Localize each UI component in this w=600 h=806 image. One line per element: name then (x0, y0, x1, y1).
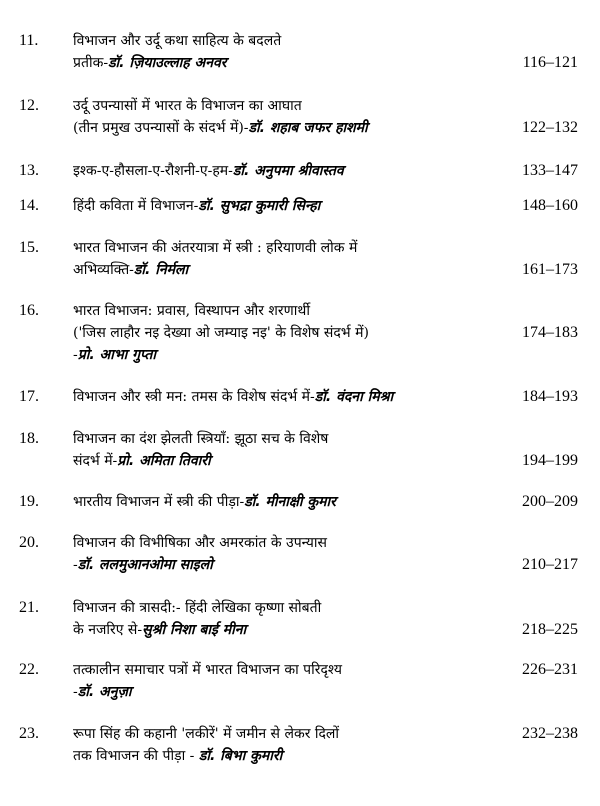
title-text: - (73, 347, 78, 363)
entry-title (73, 491, 513, 513)
author-name: डॉ. ज़ियाउल्लाह अनवर (108, 55, 227, 71)
title-line (73, 160, 513, 182)
entry-number: 18. (19, 430, 39, 447)
entry-title (73, 95, 513, 139)
author-name: प्रो. अमिता तिवारी (117, 453, 211, 469)
entry-title (73, 532, 513, 576)
title-line (73, 681, 513, 703)
author-name: डॉ. अनुज़ा (77, 684, 132, 700)
title-text: रूपा सिंह की कहानी 'लकीरें' में जमीन से लेकर दिलों (73, 726, 340, 742)
page-range: 116–121 (522, 54, 578, 71)
entry-title (73, 659, 513, 703)
title-text: तक विभाजन की पीड़ा - (73, 748, 199, 764)
page-range: 184–193 (522, 388, 578, 405)
entry-number: 20. (19, 534, 39, 551)
title-text: विभाजन और स्त्री मन: तमस के विशेष संदर्भ में- (73, 389, 315, 405)
title-line (73, 428, 513, 450)
title-line (73, 95, 513, 117)
page-range: 133–147 (522, 162, 578, 179)
title-line (73, 491, 513, 513)
entry-title (73, 195, 513, 217)
page-range: 122–132 (522, 119, 578, 136)
entry-number: 14. (19, 197, 39, 214)
entry-number: 12. (19, 97, 39, 114)
title-text: हिंदी कविता में विभाजन- (73, 198, 199, 214)
title-text: - (73, 557, 78, 573)
author-name: डॉ. अनुपमा श्रीवास्तव (232, 163, 344, 179)
title-text: ('जिस लाहौर नइ देख्या ओ जम्याइ नइ' के विशेष संदर्भ में) (73, 325, 369, 341)
entry-number: 15. (19, 239, 39, 256)
title-line (73, 117, 513, 139)
title-line (73, 659, 513, 681)
title-line (73, 259, 513, 281)
author-name: प्रो. आभा गुप्ता (77, 347, 156, 363)
entry-number: 11. (19, 32, 39, 49)
entry-title (73, 428, 513, 472)
title-text: - (73, 684, 78, 700)
author-name: डॉ. मीनाक्षी कुमार (244, 494, 336, 510)
entry-title (73, 237, 513, 281)
title-text: भारतीय विभाजन में स्त्री की पीड़ा- (73, 494, 245, 510)
entry-number: 22. (19, 661, 39, 678)
title-text: इश्क-ए-हौसला-ए-रौशनी-ए-हम- (73, 163, 233, 179)
page-range: 148–160 (522, 197, 578, 214)
entry-number: 23. (19, 725, 39, 742)
title-text: के नजरिए से- (73, 622, 143, 638)
title-line (73, 237, 513, 259)
author-name: डॉ. शहाब जफर हाशमी (248, 120, 368, 136)
entry-title (73, 30, 513, 74)
title-text: अभिव्यक्ति- (73, 262, 134, 278)
entry-number: 13. (19, 162, 39, 179)
title-line (73, 52, 513, 74)
page-range: 226–231 (522, 661, 578, 678)
title-text: तत्कालीन समाचार पत्रों में भारत विभाजन का परिदृश्य (73, 662, 342, 678)
author-name: डॉ. सुभद्रा कुमारी सिन्हा (198, 198, 321, 214)
author-name: सुश्री निशा बाई मीना (142, 622, 247, 638)
author-name: डॉ. निर्मला (133, 262, 189, 278)
title-text: भारत विभाजन की अंतरयात्रा में स्त्री : हरियाणवी लोक में (73, 240, 358, 256)
title-line (73, 745, 513, 767)
page-range: 200–209 (522, 493, 578, 510)
title-line (73, 30, 513, 52)
title-text: विभाजन और उर्दू कथा साहित्य के बदलते (73, 33, 282, 49)
entry-number: 19. (19, 493, 39, 510)
title-text: विभाजन की त्रासदी:- हिंदी लेखिका कृष्णा सोबती (73, 600, 322, 616)
author-name: डॉ. ललमुआनओमा साइलो (77, 557, 213, 573)
entry-number: 17. (19, 388, 39, 405)
title-text: संदर्भ में- (73, 453, 118, 469)
entry-title (73, 300, 513, 366)
entry-title (73, 597, 513, 641)
title-text: विभाजन की विभीषिका और अमरकांत के उपन्यास (73, 535, 328, 551)
page-range: 232–238 (522, 725, 578, 742)
author-name: डॉ. वंदना मिश्रा (314, 389, 394, 405)
author-name: डॉ. बिभा कुमारी (198, 748, 283, 764)
title-text: उर्दू उपन्यासों में भारत के विभाजन का आघात (73, 98, 302, 114)
title-line (73, 344, 513, 366)
entry-number: 21. (19, 599, 39, 616)
title-line (73, 597, 513, 619)
entry-number: 16. (19, 302, 39, 319)
page-range: 194–199 (522, 452, 578, 469)
entry-title (73, 160, 513, 182)
title-text: भारत विभाजन: प्रवास, विस्थापन और शरणार्थी (73, 303, 310, 319)
title-line (73, 723, 513, 745)
page-range: 161–173 (522, 261, 578, 278)
title-text: प्रतीक- (73, 55, 109, 71)
title-text: विभाजन का दंश झेलती स्त्रियाँ: झूठा सच के विशेष (73, 431, 329, 447)
title-text: (तीन प्रमुख उपन्यासों के संदर्भ में)- (73, 120, 249, 136)
title-line (73, 619, 513, 641)
title-line (73, 386, 513, 408)
title-line (73, 322, 513, 344)
title-line (73, 300, 513, 322)
title-line (73, 532, 513, 554)
title-line (73, 195, 513, 217)
page-range: 210–217 (522, 556, 578, 573)
page-range: 174–183 (522, 324, 578, 341)
page-range: 218–225 (522, 621, 578, 638)
entry-title (73, 723, 513, 767)
title-line (73, 450, 513, 472)
entry-title (73, 386, 513, 408)
title-line (73, 554, 513, 576)
